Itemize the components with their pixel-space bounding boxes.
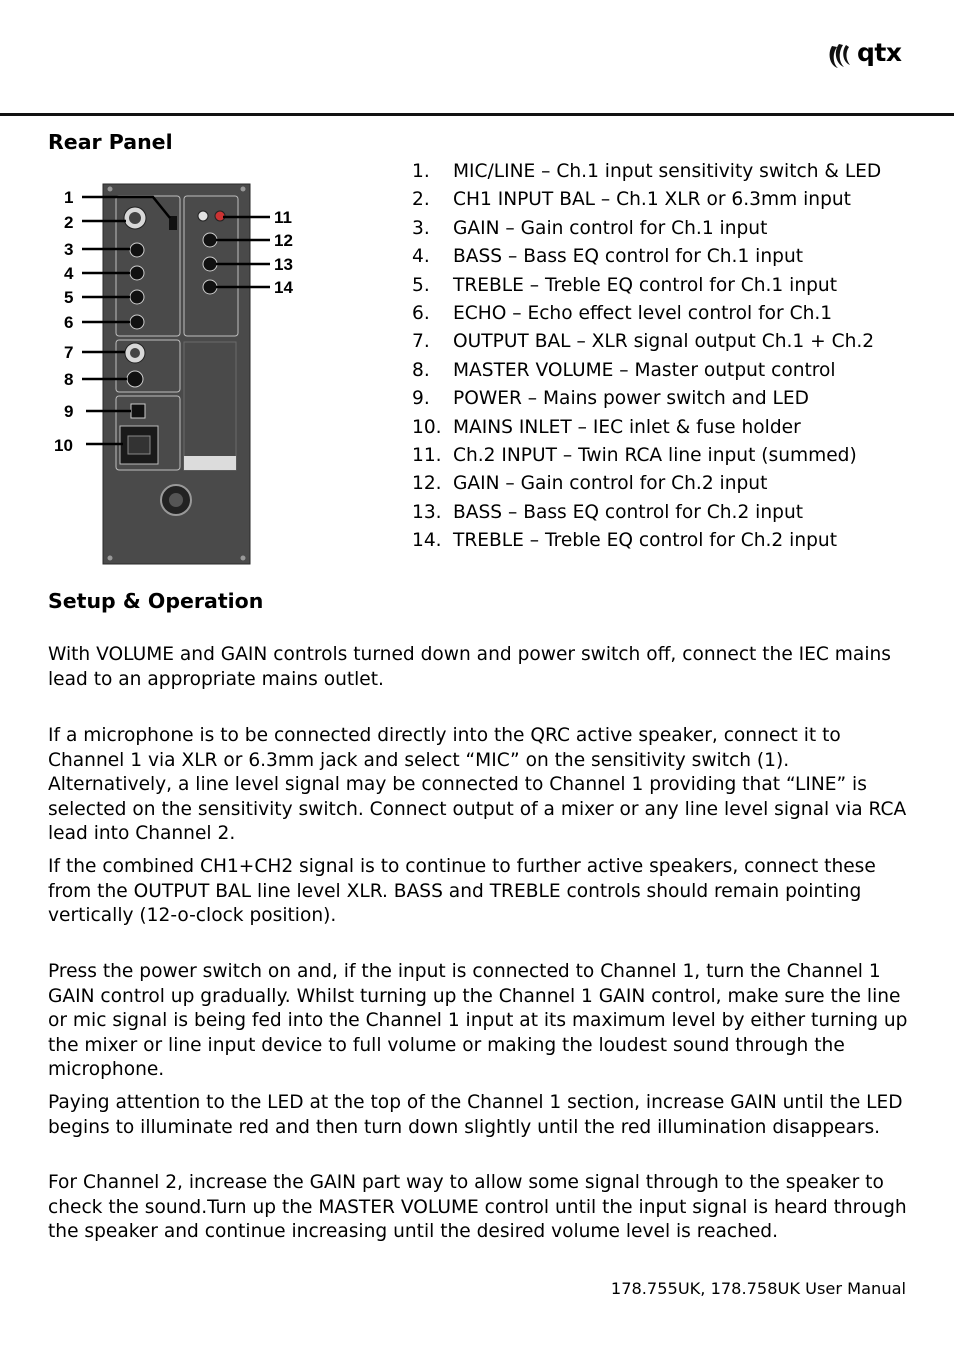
list-item: 1. MIC/LINE – Ch.1 input sensitivity switch & LED [412,161,882,182]
list-item: 11. Ch.2 INPUT – Twin RCA line input (summed) [412,444,857,466]
setup-title: Setup & Operation [48,589,264,613]
callout-7: 7 [64,343,74,362]
rear-panel-diagram [48,180,308,572]
setup-paragraph-2: If a microphone is to be connected directly into the QRC active speaker, connect it to Channel 1 via XLR or 6.3mm jack and select “MIC” on the sensitivity switch (1). Alternatively, a line level signal may be connected to Channel 1 providing that “LINE” is selected on the sensitivity switch. Connect output of a mixer or any line level signal via RCA lead into Channel 2. [48,725,907,844]
callout-4: 4 [64,264,74,283]
setup-paragraph-1: With VOLUME and GAIN controls turned down and power switch off, connect the IEC mains lead to an appropriate mains outlet. [48,644,891,690]
rear-panel-parts-list [412,158,881,555]
list-item: 14. TREBLE – Treble EQ control for Ch.2 input [412,530,838,552]
list-item: 10. MAINS INLET – IEC inlet & fuse holder [412,416,801,438]
callout-10: 10 [54,436,73,455]
list-item: 5. TREBLE – Treble EQ control for Ch.1 input [412,274,838,296]
callout-13: 13 [274,255,293,274]
callout-8: 8 [64,370,74,389]
callout-5: 5 [64,288,74,307]
list-item: 3. GAIN – Gain control for Ch.1 input [412,217,768,239]
list-item: 8. MASTER VOLUME – Master output control [412,359,836,381]
setup-paragraph-6: For Channel 2, increase the GAIN part way to allow some signal through to the speaker to check the sound.Turn up the MASTER VOLUME control until the input signal is heard through the speaker and continue increasing until the desired volume level is reached. [48,1172,907,1242]
footer-manual-title: 178.755UK, 178.758UK User Manual [610,1279,906,1298]
list-item: 2. CH1 INPUT BAL – Ch.1 XLR or 6.3mm input [412,189,851,211]
list-item: 7. OUTPUT BAL – XLR signal output Ch.1 + Ch.2 [412,331,875,353]
callout-6: 6 [64,313,74,332]
setup-paragraph-3: If the combined CH1+CH2 signal is to continue to further active speakers, connect these from the OUTPUT BAL line level XLR. BASS and TREBLE controls should remain pointing vertically (12-o-clock position). [48,856,876,926]
list-item: 13. BASS – Bass EQ control for Ch.2 input [412,501,804,523]
callout-14: 14 [274,278,293,297]
setup-paragraph-5: Paying attention to the LED at the top of the Channel 1 section, increase GAIN until the LED begins to illuminate red and then turn down slightly until the red illumination disappears. [48,1092,903,1138]
callout-1: 1 [64,188,74,207]
list-item: 9. POWER – Mains power switch and LED [412,388,809,410]
callout-12: 12 [274,231,293,250]
list-item: 4. BASS – Bass EQ control for Ch.1 input [412,246,804,268]
list-item: 12. GAIN – Gain control for Ch.2 input [412,473,768,495]
header-divider [0,113,954,116]
callout-11: 11 [274,208,292,227]
brand-name: qtx [857,38,902,67]
callout-9: 9 [64,402,74,421]
setup-paragraph-4: Press the power switch on and, if the input is connected to Channel 1, turn the Channel 1 GAIN control up gradually. Whilst turning up the Channel 1 GAIN control, make sure the line or mic signal is being fed into the Channel 1 input at its maximum level by either turning up the mixer or line input device to full volume or making the loudest sound through the microphone. [48,961,908,1080]
callout-3: 3 [64,240,74,259]
callout-2: 2 [64,213,74,232]
list-item: 6. ECHO – Echo effect level control for Ch.1 [412,302,833,324]
rear-panel-title: Rear Panel [48,130,173,154]
